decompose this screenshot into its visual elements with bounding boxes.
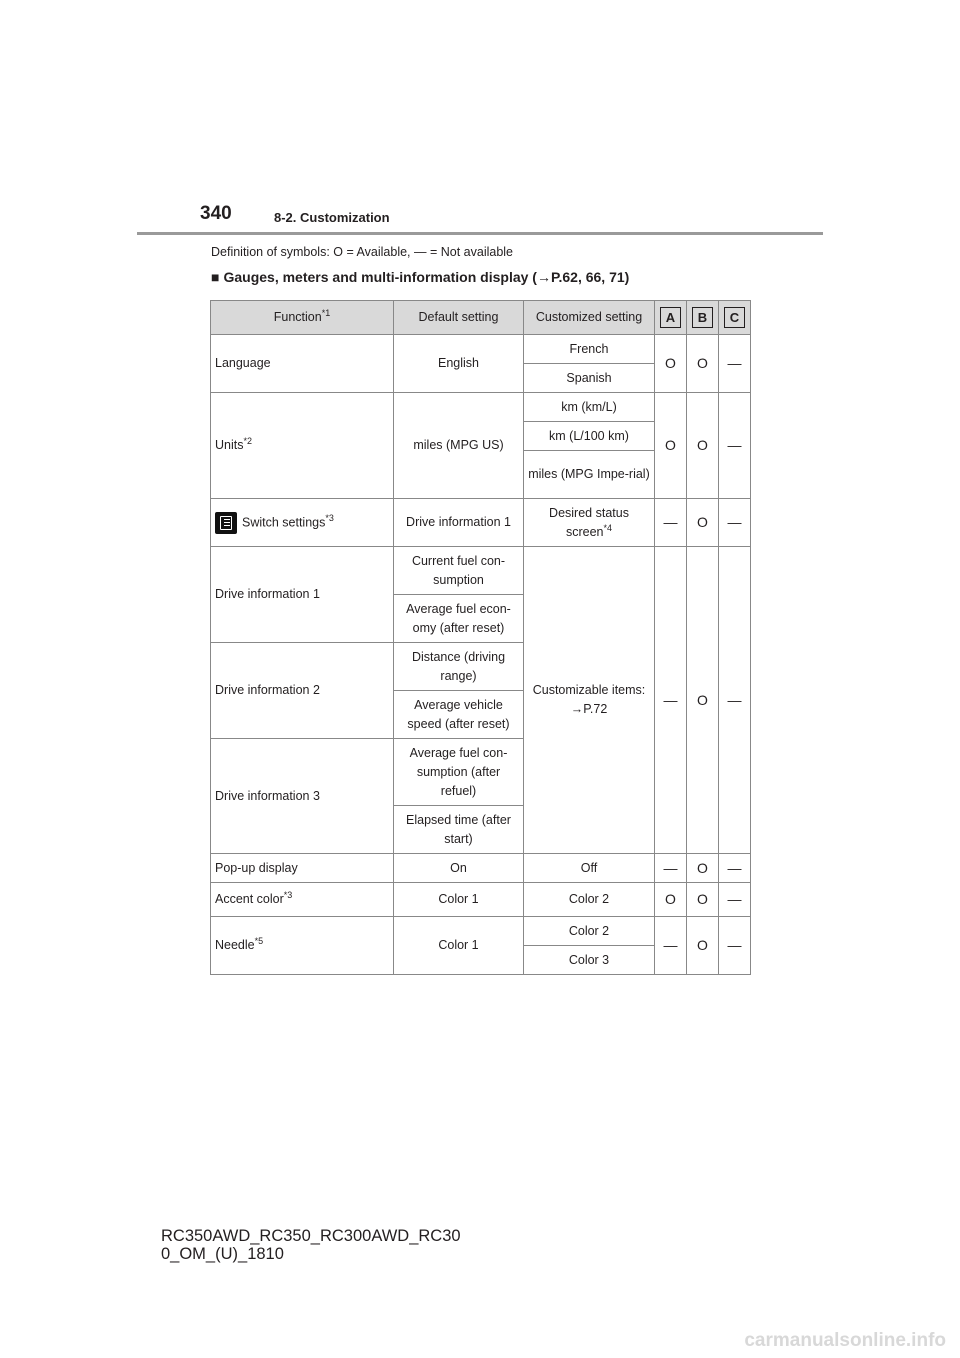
row-function: Drive information 3	[211, 739, 394, 854]
row-function: Units$^{*2}$	[211, 393, 394, 499]
section-title: 8-2. Customization	[274, 210, 390, 225]
row-default: Average fuel con-sumption (after refuel)	[394, 739, 524, 806]
header-default: Default setting	[394, 301, 524, 335]
row-function: Language	[211, 335, 394, 393]
row-function: Accent color$^{*3}$	[211, 883, 394, 917]
row-option: km (L/100 km)	[524, 422, 655, 451]
symbol-b: O	[687, 854, 719, 883]
header-a: A	[655, 301, 687, 335]
symbol-a: —	[655, 917, 687, 975]
row-function: Switch settings$^{*3}$	[211, 499, 394, 547]
table-row	[211, 393, 751, 422]
table-row	[211, 335, 751, 364]
document-code-line1: RC350AWD_RC350_RC300AWD_RC30	[161, 1227, 461, 1245]
symbol-a: O	[655, 883, 687, 917]
row-option: km (km/L)	[524, 393, 655, 422]
symbol-a: O	[655, 335, 687, 393]
symbol-b: O	[687, 917, 719, 975]
row-default: Color 1	[394, 883, 524, 917]
row-option: miles (MPG Impe-rial)	[524, 451, 655, 499]
symbol-c: —	[719, 917, 751, 975]
symbol-b: O	[687, 393, 719, 499]
row-default: Distance (driving range)	[394, 643, 524, 691]
row-default: Average fuel econ-omy (after reset)	[394, 595, 524, 643]
row-option: Desired status screen$^{*4}$	[524, 499, 655, 547]
symbol-definition: Definition of symbols: O = Available, — = Not available	[211, 245, 514, 259]
header-divider	[137, 232, 823, 235]
row-function: Needle$^{*5}$	[211, 917, 394, 975]
row-default: Average vehicle speed (after reset)	[394, 691, 524, 739]
symbol-b: O	[687, 499, 719, 547]
row-default: miles (MPG US)	[394, 393, 524, 499]
table-row	[211, 883, 751, 917]
row-option: Color 2	[524, 917, 655, 946]
row-option: Color 2	[524, 883, 655, 917]
table-row	[211, 854, 751, 883]
switch-settings-icon	[215, 512, 237, 534]
header-customized: Customized setting	[524, 301, 655, 335]
document-code	[161, 1227, 461, 1263]
square-bullet-icon: ■	[211, 269, 220, 285]
row-option: Color 3	[524, 946, 655, 975]
document-code-line2: 0_OM_(U)_1810	[161, 1245, 284, 1263]
row-option: French	[524, 335, 655, 364]
subheading-text: Gauges, meters and multi-information display (→P.62, 66, 71)	[223, 269, 630, 285]
page-number: 340	[200, 203, 232, 224]
row-default: Current fuel con-sumption	[394, 547, 524, 595]
symbol-c: —	[719, 335, 751, 393]
symbol-a: —	[655, 499, 687, 547]
row-function: Drive information 1	[211, 547, 394, 643]
symbol-c: —	[719, 883, 751, 917]
symbol-c: —	[719, 499, 751, 547]
header-c: C	[719, 301, 751, 335]
row-function: Drive information 2	[211, 643, 394, 739]
symbol-b: O	[687, 335, 719, 393]
symbol-c: —	[719, 547, 751, 854]
symbol-c: —	[719, 393, 751, 499]
row-default: On	[394, 854, 524, 883]
header-function: Function$^{*1}$	[211, 301, 394, 335]
symbol-b: O	[687, 883, 719, 917]
header-b: B	[687, 301, 719, 335]
row-function: Pop-up display	[211, 854, 394, 883]
table-row	[211, 547, 751, 595]
row-default: Drive information 1	[394, 499, 524, 547]
watermark: carmanualsonline.info	[744, 1330, 946, 1351]
row-default: English	[394, 335, 524, 393]
symbol-a: —	[655, 547, 687, 854]
table-row	[211, 917, 751, 946]
symbol-b: O	[687, 547, 719, 854]
symbol-a: —	[655, 854, 687, 883]
symbol-c: —	[719, 854, 751, 883]
table-row	[211, 499, 751, 547]
row-option: Customizable items: →P.72	[524, 547, 655, 854]
customization-table	[210, 300, 751, 975]
row-default: Color 1	[394, 917, 524, 975]
section-subheading	[211, 269, 629, 285]
row-default: Elapsed time (after start)	[394, 806, 524, 854]
symbol-a: O	[655, 393, 687, 499]
row-option: Spanish	[524, 364, 655, 393]
row-option: Off	[524, 854, 655, 883]
table-header-row	[211, 301, 751, 335]
